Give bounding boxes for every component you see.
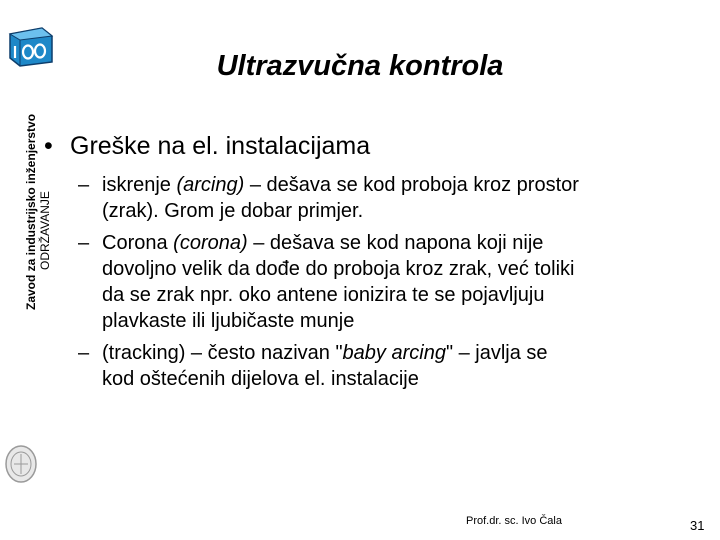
text-run: " – javlja se [445, 342, 548, 364]
text-run-italic: baby arcing [342, 342, 446, 364]
text-run: plavkaste ili ljubičaste munje [102, 310, 355, 332]
dash-glyph: – [78, 174, 90, 196]
sub-bullet-corona [78, 230, 698, 334]
institute-logo-icon [6, 24, 56, 68]
main-bullet-text: Greške na el. instalacijama [70, 132, 371, 160]
text-run: da se zrak npr. oko antene ionizira te se pojavljuju [102, 284, 545, 306]
dash-glyph: – [78, 232, 90, 254]
sub-bullet-list [78, 172, 698, 398]
sub-bullet-line [102, 340, 698, 366]
text-run: iskrenje [102, 174, 177, 196]
slide-title: Ultrazvučna kontrola [216, 50, 504, 82]
page-number: 31 [690, 518, 705, 533]
main-bullet [44, 132, 370, 161]
sub-bullet-arcing [78, 172, 698, 224]
text-run-italic: (corona) [173, 232, 248, 254]
text-run: dovoljno velik da dođe do proboja kroz zrak, već toliki [102, 258, 575, 280]
sub-bullet-line [102, 230, 698, 256]
text-run: Corona [102, 232, 174, 254]
text-run: (zrak). Grom je dobar primjer. [102, 200, 364, 222]
author-credit: Prof.dr. sc. Ivo Čala [466, 515, 562, 527]
text-run: (tracking) – često nazivan " [102, 342, 343, 364]
sub-bullet-line [102, 366, 698, 392]
sub-bullet-line [102, 308, 698, 334]
sub-bullet-line [102, 198, 698, 224]
sub-bullet-line [102, 172, 698, 198]
side-label-institute: Zavod za industrijsko inženjerstvo [24, 113, 38, 310]
text-run: – dešava se kod proboja kroz prostor [244, 174, 579, 196]
side-label-department: ODRŽAVANJE [38, 191, 52, 270]
text-run: kod oštećenih dijelova el. instalacije [102, 368, 419, 390]
sub-bullet-line [102, 256, 698, 282]
dash-glyph: – [78, 342, 90, 364]
sub-bullet-tracking [78, 340, 698, 392]
text-run: – dešava se kod napona koji nije [247, 232, 544, 254]
sub-bullet-line [102, 282, 698, 308]
university-seal-icon [4, 444, 38, 484]
bullet-glyph: • [44, 132, 53, 160]
text-run-italic: (arcing) [176, 174, 245, 196]
